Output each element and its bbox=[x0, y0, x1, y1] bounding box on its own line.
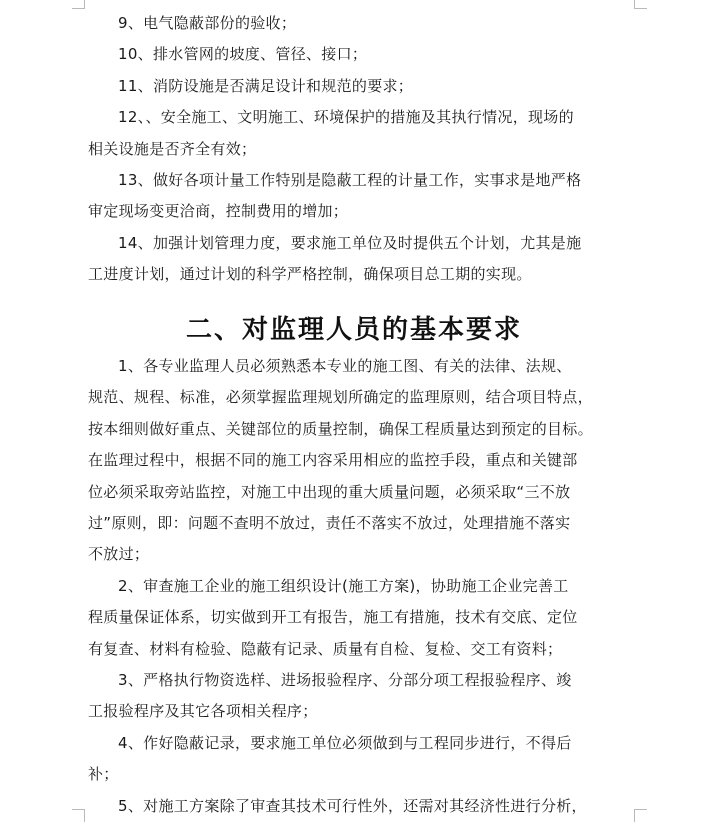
section-title: 二、对监理人员的基本要求 bbox=[185, 315, 522, 345]
requirement-4-line-2: 补； bbox=[88, 765, 119, 784]
requirement-1-line-1: 1、各专业监理人员必须熟悉本专业的施工图、有关的法律、法规、 bbox=[118, 357, 572, 375]
requirement-1-line-3: 按本细则做好重点、关键部位的质量控制，确保工程质量达到预定的目标。 bbox=[88, 419, 593, 438]
requirement-1-line-5: 位必须采取旁站监控，对施工中出现的重大质量问题，必须采取“三不放 bbox=[88, 482, 571, 501]
list-item-14-line-1: 14、加强计划管理力度，要求施工单位及时提供五个计划，尤其是施 bbox=[118, 233, 582, 252]
requirement-2-line-3: 有复查、材料有检验、隐蔽有记录、质量有自检、复检、交工有资料； bbox=[88, 639, 563, 658]
requirement-1-line-6: 过”原则，即：问题不查明不放过，责任不落实不放过，处理措施不落实 bbox=[88, 514, 571, 533]
requirement-5-line-1: 5、对施工方案除了审查其技术可行性外，还需对其经济性进行分析， bbox=[118, 796, 587, 815]
requirement-4-line-1: 4、作好隐蔽记录，要求施工单位必须做到与工程同步进行，不得后 bbox=[118, 733, 572, 752]
requirement-2-line-2: 程质量保证体系，切实做到开工有报告，施工有措施，技术有交底、定位 bbox=[88, 608, 578, 627]
numbered-list-items-9-14 bbox=[88, 8, 628, 291]
requirements-list bbox=[88, 351, 628, 822]
page-corner-mark-top-left bbox=[72, 0, 85, 9]
page-corner-mark-top-right bbox=[634, 0, 647, 9]
requirement-3-line-2: 工报验程序及其它各项相关程序； bbox=[88, 702, 318, 721]
list-item-9: 9、电气隐蔽部份的验收； bbox=[118, 14, 297, 32]
list-item-13-line-1: 13、做好各项计量工作特别是隐蔽工程的计量工作，实事求是地严格 bbox=[118, 171, 582, 190]
list-item-14-line-2: 工进度计划，通过计划的科学严格控制，确保项目总工期的实现。 bbox=[88, 265, 532, 284]
list-item-12-line-1: 12、、安全施工、文明施工、环境保护的措施及其执行情况，现场的 bbox=[118, 108, 574, 127]
page-corner-mark-bottom-right bbox=[634, 809, 647, 822]
list-item-11: 11、消防设施是否满足设计和规范的要求； bbox=[118, 76, 414, 95]
requirement-1-line-2: 规范、规程、标准，必须掌握监理规划所确定的监理原则，结合项目特点， bbox=[88, 388, 593, 407]
requirement-1-line-4: 在监理过程中，根据不同的施工内容采用相应的监控手段，重点和关键部 bbox=[88, 451, 578, 470]
list-item-10: 10、排水管网的坡度、管径、接口； bbox=[118, 45, 368, 64]
list-item-13-line-2: 审定现场变更洽商，控制费用的增加； bbox=[88, 202, 349, 221]
list-item-12-line-2: 相关设施是否齐全有效； bbox=[88, 139, 257, 158]
page-corner-mark-bottom-left bbox=[72, 809, 85, 822]
requirement-3-line-1: 3、严格执行物资选样、进场报验程序、分部分项工程报验程序、竣 bbox=[118, 671, 572, 690]
requirement-2-line-1: 2、审查施工企业的施工组织设计(施工方案)，协助施工企业完善工 bbox=[118, 576, 569, 595]
requirement-1-line-7: 不放过； bbox=[88, 545, 150, 564]
